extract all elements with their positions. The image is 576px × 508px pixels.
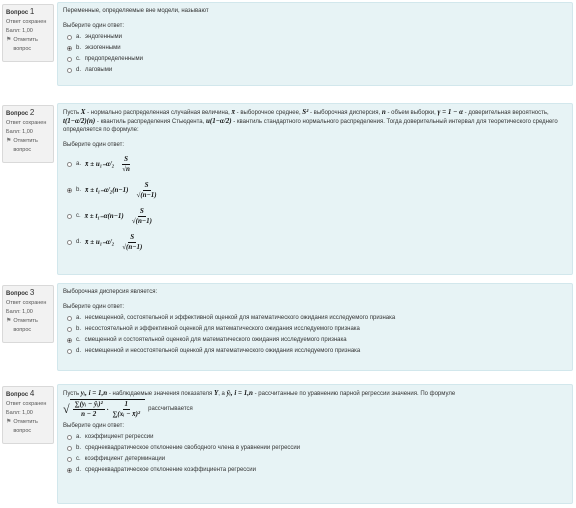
option-formula: x̄ ± u₁₋α/₂: [85, 238, 115, 246]
options-list: [63, 432, 567, 476]
option-text: среднеквадратическое отклонение свободного члена в уравнении регрессии: [85, 445, 301, 451]
option-letter: d.: [76, 467, 82, 473]
answer-prompt: Выберите один ответ:: [63, 23, 125, 29]
answer-option-c[interactable]: [67, 54, 567, 65]
option-formula: x̄ ± t₁₋α(n−1): [84, 212, 124, 220]
answer-status: Ответ сохранен: [6, 401, 47, 407]
radio-button[interactable]: [67, 457, 72, 462]
radio-button[interactable]: [67, 162, 72, 167]
answer-prompt: Выберите один ответ:: [63, 423, 125, 429]
answer-option-b[interactable]: [67, 43, 567, 54]
answer-option-d[interactable]: [67, 465, 567, 476]
answer-option-b[interactable]: [67, 177, 567, 203]
radio-button[interactable]: [67, 435, 72, 440]
option-letter: c.: [76, 213, 81, 219]
radio-button[interactable]: [67, 349, 72, 354]
flag-icon: ⚑: [6, 138, 12, 144]
question-panel: [57, 2, 573, 86]
question-number: Вопрос 3: [6, 288, 35, 297]
question-number: Вопрос 1: [6, 7, 35, 16]
answer-option-d[interactable]: [67, 229, 567, 255]
radio-button[interactable]: [67, 35, 72, 40]
radio-button[interactable]: [67, 338, 72, 343]
answer-option-a[interactable]: [67, 32, 567, 43]
answer-option-a[interactable]: [67, 151, 567, 177]
option-letter: a.: [76, 434, 82, 440]
answer-option-c[interactable]: [67, 203, 567, 229]
question-info: [2, 285, 54, 343]
radio-button[interactable]: [67, 57, 72, 62]
option-letter: a.: [76, 161, 82, 167]
answer-option-a[interactable]: [67, 313, 567, 324]
answer-status: Ответ сохранен: [6, 19, 47, 25]
option-letter: b.: [76, 45, 82, 51]
question-text: Переменные, определяемые вне модели, называют: [63, 8, 209, 14]
radio-button[interactable]: [67, 214, 72, 219]
option-formula: x̄ ± u₁₋α/₂: [85, 160, 115, 168]
fraction: $\frac{S}{√n}$: [122, 154, 130, 173]
answer-option-b[interactable]: [67, 443, 567, 454]
question-text: Пусть yᵢ, i = 1,n - наблюдаемые значения показателя Y, а ŷᵢ, i = 1,n - рассчитанные по уравнению парной регрессии значения. По формуле: [63, 389, 456, 397]
score: Балл: 1,00: [6, 129, 33, 135]
answer-option-a[interactable]: [67, 432, 567, 443]
option-text: среднеквадратическое отклонение коэффициента регрессии: [85, 467, 256, 473]
answer-option-d[interactable]: [67, 65, 567, 76]
question-number: Вопрос 2: [6, 108, 35, 117]
option-text: смещенной и состоятельной оценкой для математического ожидания исследуемого признака: [84, 337, 347, 343]
radio-button[interactable]: [67, 327, 72, 332]
flag-question-button[interactable]: ⚑ Отметить вопрос: [6, 318, 38, 333]
option-letter: d.: [76, 239, 82, 245]
answer-status: Ответ сохранен: [6, 120, 47, 126]
answer-option-b[interactable]: [67, 324, 567, 335]
answer-prompt: Выберите один ответ:: [63, 304, 125, 310]
flag-icon: ⚑: [6, 318, 12, 324]
fraction: $\frac{S}{√(n-1)}$: [136, 180, 157, 199]
question-number: Вопрос 4: [6, 389, 35, 398]
question-info: [2, 386, 54, 444]
option-letter: c.: [76, 456, 81, 462]
radio-button[interactable]: [67, 446, 72, 451]
fraction: $\frac{S}{√(n-1)}$: [131, 206, 152, 225]
option-text: несмещенной, состоятельной и эффективной оценкой для математического ожидания исследуемого признака: [85, 315, 396, 321]
radio-button[interactable]: [67, 46, 72, 51]
answer-option-c[interactable]: [67, 335, 567, 346]
answer-option-d[interactable]: [67, 346, 567, 357]
answer-status: Ответ сохранен: [6, 300, 47, 306]
option-text: лаговыми: [85, 67, 113, 73]
option-letter: c.: [76, 337, 81, 343]
radio-button[interactable]: [67, 68, 72, 73]
formula: √ $\frac{\text{∑(yᵢ − ŷᵢ)²}}{n - 2}$ · $\frac{1}{\text{∑(xᵢ − x̄)²}}$ рассчитывается: [63, 400, 193, 418]
answer-option-c[interactable]: [67, 454, 567, 465]
option-letter: d.: [76, 67, 82, 73]
options-list: [63, 151, 567, 255]
options-list: [63, 32, 567, 76]
flag-icon: ⚑: [6, 419, 12, 425]
option-text: экзогенными: [85, 45, 121, 51]
question-info: [2, 105, 54, 163]
flag-question-button[interactable]: ⚑ Отметить вопрос: [6, 419, 38, 434]
option-text: эндогенными: [85, 34, 123, 40]
option-text: коэффициент детерминации: [84, 456, 166, 462]
option-letter: b.: [76, 326, 82, 332]
question-info: [2, 4, 54, 62]
option-text: несмещенной и несостоятельной оценкой для математического ожидания исследуемого признака: [85, 348, 361, 354]
option-letter: c.: [76, 56, 81, 62]
question-panel: [57, 384, 573, 504]
score: Балл: 1,00: [6, 28, 33, 34]
option-letter: a.: [76, 34, 82, 40]
options-list: [63, 313, 567, 357]
option-letter: d.: [76, 348, 82, 354]
option-formula: x̄ ± t₁₋α/₂(n−1): [85, 186, 129, 194]
score: Балл: 1,00: [6, 410, 33, 416]
option-letter: b.: [76, 445, 82, 451]
score: Балл: 1,00: [6, 309, 33, 315]
question-panel: [57, 283, 573, 371]
question-text: Выборочная дисперсия является:: [63, 289, 158, 295]
radio-button[interactable]: [67, 188, 72, 193]
radio-button[interactable]: [67, 240, 72, 245]
question-text: Пусть X - нормально распределенная случайная величина, x̄ - выборочное среднее, S² - выборочная дисперсия, n - объем выборки, γ = 1 − α - доверительная вероятность, t(1−α/2)(n) - квантиль распределения Стьюдента, u(1−α/2) - квантиль стандартного нормального распределения. Тогда доверительный интервал для теоретического среднего определяется по формуле:: [63, 108, 558, 133]
option-letter: a.: [76, 315, 82, 321]
flag-icon: ⚑: [6, 37, 12, 43]
flag-question-button[interactable]: ⚑ Отметить вопрос: [6, 37, 38, 52]
option-text: несостоятельной и эффективной оценкой для математического ожидания исследуемого признака: [85, 326, 360, 332]
fraction: $\frac{S}{√(n-1)}$: [122, 232, 143, 251]
radio-button[interactable]: [67, 468, 72, 473]
option-text: коэффициент регрессии: [85, 434, 154, 440]
question-panel: [57, 103, 573, 275]
radio-button[interactable]: [67, 316, 72, 321]
answer-prompt: Выберите один ответ:: [63, 142, 125, 148]
flag-question-button[interactable]: ⚑ Отметить вопрос: [6, 138, 38, 153]
option-text: предопределенными: [84, 56, 143, 62]
option-letter: b.: [76, 187, 82, 193]
